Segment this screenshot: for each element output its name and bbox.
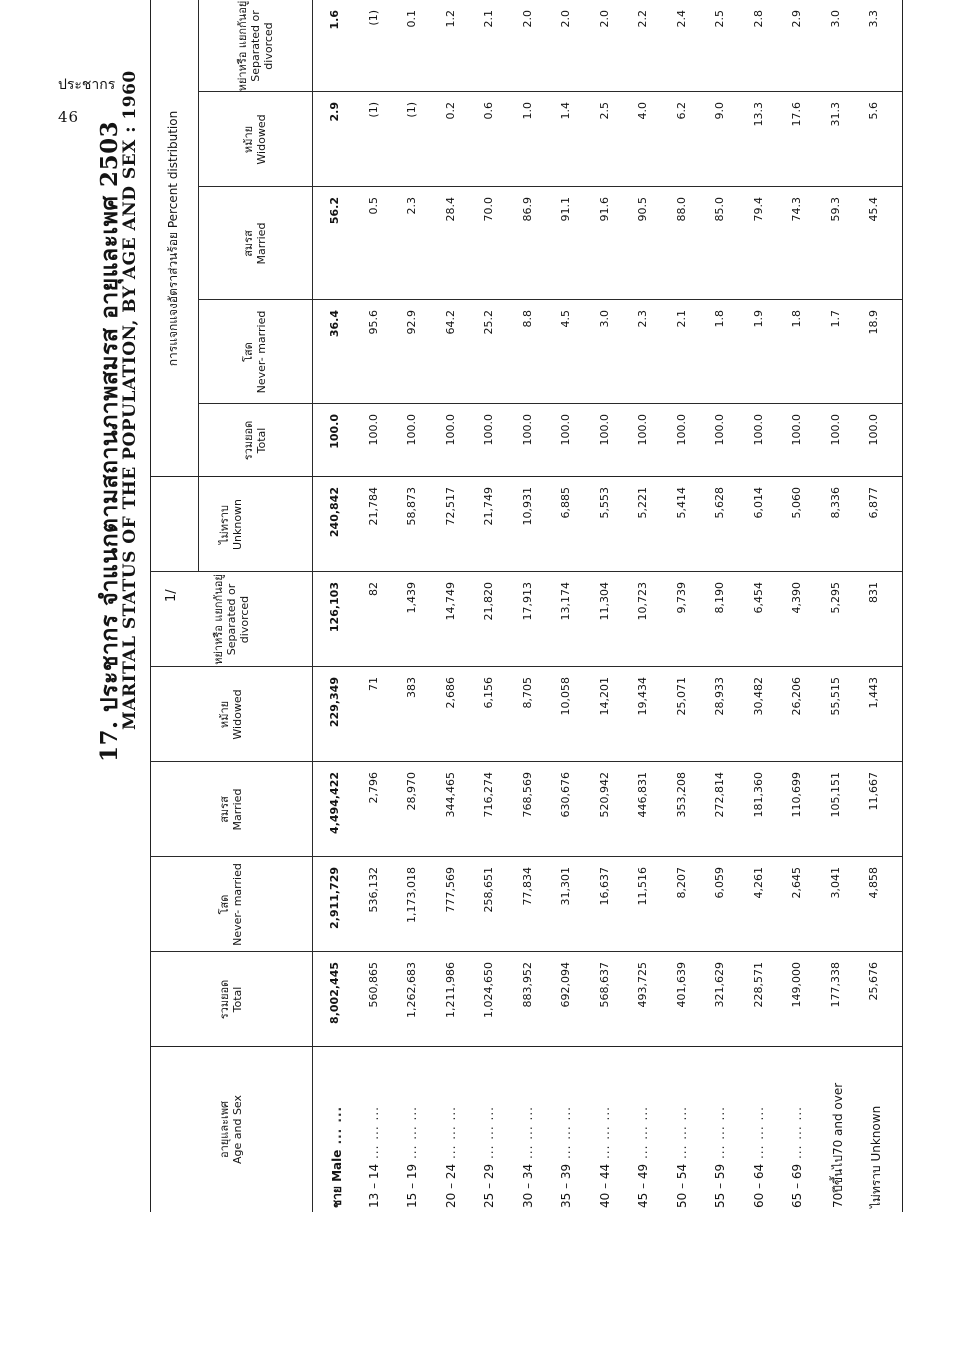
table-cell: 1,262,683 <box>405 962 418 1018</box>
table-cell: 79.4 <box>751 197 765 222</box>
table-cell: 4.0 <box>636 102 649 120</box>
column-header-en: Never- married <box>255 310 268 394</box>
column-header-th: รวมยอด <box>242 420 255 461</box>
row-label <box>598 1106 612 1208</box>
table-cell: 25.2 <box>482 310 495 335</box>
row-label-leader: ... ... ... <box>559 1106 573 1164</box>
row-label-leader: ... ... ... <box>597 1106 612 1164</box>
table-cell: 5,221 <box>636 487 649 519</box>
row-label-leader: ... ... ... <box>751 1106 766 1164</box>
row-label-leader: ... ... <box>330 1105 344 1150</box>
row-label-leader: ... ... ... <box>443 1106 458 1164</box>
table-cell: 883,952 <box>520 962 534 1008</box>
table-cell: 18.9 <box>867 310 880 335</box>
row-label <box>405 1106 419 1208</box>
table-title-en: MARITAL STATUS OF THE POPULATION, BY AGE AND SEX : 1960 <box>120 70 140 730</box>
row-label-leader: ... ... ... <box>366 1106 381 1164</box>
table-cell: 8,336 <box>828 487 842 519</box>
row-label-leader: ... ... ... <box>636 1106 650 1164</box>
row-label-leader: ... ... ... <box>713 1106 727 1164</box>
table-cell: 2.0 <box>559 10 572 28</box>
row-label <box>713 1106 727 1208</box>
table-cell: 272,814 <box>713 772 726 818</box>
table-cell: 77,834 <box>520 867 534 906</box>
column-header-1 <box>150 952 312 1047</box>
table-cell: 100.0 <box>443 414 457 446</box>
table-cell: 258,651 <box>482 867 495 913</box>
column-header-9 <box>198 187 312 300</box>
table-cell: 9.0 <box>713 102 726 120</box>
table-cell: 14,201 <box>597 677 611 716</box>
row-label <box>482 1106 496 1208</box>
table-cell: 3.0 <box>597 310 611 328</box>
table-cell: 1.8 <box>790 310 803 328</box>
table-cell: 2.2 <box>636 10 649 28</box>
table-cell: 0.5 <box>366 197 380 215</box>
table-cell: 4.5 <box>559 310 572 328</box>
table-cell: 831 <box>867 582 880 603</box>
column-header-th: สมรส <box>242 230 255 257</box>
column-header-en: Widowed <box>255 114 268 165</box>
table-cell: 31.3 <box>828 102 842 127</box>
table-cell: 11,667 <box>867 772 880 811</box>
row-label-text: 13 – 14 <box>366 1163 381 1208</box>
row-header-en: Age and Sex <box>231 1094 244 1165</box>
column-header-th: รวมยอด <box>218 979 231 1020</box>
table-cell: 493,725 <box>636 962 649 1008</box>
table-cell: 5,060 <box>790 487 803 519</box>
row-label-text: 55 – 59 <box>713 1163 727 1208</box>
row-label-leader: ... ... ... <box>405 1106 419 1164</box>
table-cell: 5,295 <box>828 582 842 614</box>
row-label-leader: ... ... ... <box>674 1106 689 1164</box>
table-cell: 446,831 <box>636 772 649 818</box>
table-cell: 1.0 <box>520 102 534 120</box>
table-cell: 21,784 <box>366 487 380 526</box>
column-header-th: สมรส <box>218 796 231 823</box>
table-cell: 1.2 <box>443 10 457 28</box>
table-cell: 9,739 <box>674 582 688 614</box>
table-cell: 240,842 <box>328 487 341 538</box>
row-label-text: 25 – 29 <box>482 1163 496 1208</box>
table-cell: 100.0 <box>597 414 611 446</box>
table-cell: 28.4 <box>443 197 457 222</box>
table-cell: 228,571 <box>751 962 765 1008</box>
table-cell: 16,637 <box>597 867 611 906</box>
table-cell: 100.0 <box>636 414 649 446</box>
table-cell: 100.0 <box>520 414 534 446</box>
row-label <box>367 1106 381 1208</box>
row-label <box>521 1106 535 1208</box>
column-header-7 <box>198 404 312 477</box>
column-header-en: Widowed <box>231 689 244 740</box>
column-header-3 <box>150 762 312 857</box>
table-cell: 100.0 <box>867 414 880 446</box>
table-cell: 6,454 <box>751 582 765 614</box>
table-cell: 2.5 <box>713 10 726 28</box>
table-cell: 1.9 <box>751 310 765 328</box>
table-cell: 85.0 <box>713 197 726 222</box>
column-header-en: Married <box>255 222 268 265</box>
table-cell: 1.8 <box>713 310 726 328</box>
table-cell: 2.9 <box>328 102 341 122</box>
table-cell: 1,439 <box>405 582 418 614</box>
row-header-th: อายุและเพศ <box>218 1101 231 1158</box>
table-cell: 6,014 <box>751 487 765 519</box>
table-cell: 45.4 <box>867 197 880 222</box>
table-cell: 630,676 <box>559 772 572 818</box>
table-cell: 777,569 <box>443 867 457 913</box>
table-cell: 1,173,018 <box>405 867 418 923</box>
table-cell: 100.0 <box>751 414 765 446</box>
table-cell: (1) <box>366 102 380 118</box>
column-header-en: Separated or divorced <box>248 10 275 82</box>
table-cell: 2,911,729 <box>328 867 341 929</box>
table-cell: 28,970 <box>405 772 418 811</box>
table-cell: 2.3 <box>636 310 649 328</box>
table-cell: 1,024,650 <box>482 962 495 1018</box>
table-cell: 2.1 <box>482 10 495 28</box>
table-cell: 2.5 <box>597 102 611 120</box>
table-cell: 5.6 <box>867 102 880 120</box>
table-cell: 321,629 <box>713 962 726 1008</box>
row-label-text: 40 – 44 <box>597 1163 612 1208</box>
table-cell: 100.0 <box>790 414 803 446</box>
column-header-en: Separated or divorced <box>224 583 251 656</box>
table-cell: 2,686 <box>443 677 457 709</box>
table-cell: 19,434 <box>636 677 649 716</box>
table-cell: 6,877 <box>867 487 880 519</box>
table-cell: 100.0 <box>405 414 418 446</box>
table-cell: 91.1 <box>559 197 572 222</box>
table-cell: 560,865 <box>366 962 380 1008</box>
footnote-mark: 1/ <box>164 589 179 602</box>
column-header-2 <box>150 857 312 952</box>
table-cell: 2.0 <box>520 10 534 28</box>
table-cell: 92.9 <box>405 310 418 335</box>
table-cell: 55,515 <box>828 677 842 716</box>
table-cell: 8,190 <box>713 582 726 614</box>
table-cell: 692,094 <box>559 962 572 1008</box>
table-cell: 71 <box>366 677 380 691</box>
row-label <box>636 1106 650 1208</box>
table-cell: 6,156 <box>482 677 495 709</box>
table-cell: 14,749 <box>443 582 457 621</box>
table-cell: 1,211,986 <box>443 962 457 1018</box>
table-cell: 3.3 <box>867 10 880 28</box>
table-cell: 100.0 <box>559 414 572 446</box>
table-cell: 1.4 <box>559 102 572 120</box>
table-cell: 0.2 <box>443 102 457 120</box>
table-cell: 21,820 <box>482 582 495 621</box>
table-cell: 520,942 <box>597 772 611 818</box>
table-cell: 13.3 <box>751 102 765 127</box>
table-cell: 31,301 <box>559 867 572 906</box>
row-label <box>444 1106 458 1208</box>
table-cell: 72,517 <box>443 487 457 526</box>
table-cell: 401,639 <box>674 962 688 1008</box>
table-cell: 100.0 <box>713 414 726 446</box>
column-header-4 <box>150 667 312 762</box>
row-label-text: ชาย Male <box>330 1149 344 1208</box>
row-label-leader: ... ... ... <box>790 1106 804 1164</box>
table-cell: 4,390 <box>790 582 803 614</box>
table-cell: 25,676 <box>867 962 880 1001</box>
table-cell: 568,637 <box>597 962 611 1008</box>
table-cell: 6,885 <box>559 487 572 519</box>
row-header-cell <box>150 1047 312 1212</box>
row-label-text: 50 – 54 <box>674 1163 689 1208</box>
table-cell: 0.6 <box>482 102 495 120</box>
table-cell: 10,723 <box>636 582 649 621</box>
table-cell: 58,873 <box>405 487 418 526</box>
table-cell: 8,002,445 <box>328 962 341 1024</box>
row-label-text: 20 – 24 <box>443 1163 458 1208</box>
table-cell: 17,913 <box>520 582 534 621</box>
table-cell: 28,933 <box>713 677 726 716</box>
table-cell: 95.6 <box>366 310 380 335</box>
table-cell: 383 <box>405 677 418 698</box>
table-cell: 100.0 <box>674 414 688 446</box>
table-cell: 21,749 <box>482 487 495 526</box>
column-header-en: Married <box>231 788 244 831</box>
table-cell: 17.6 <box>790 102 803 127</box>
table-cell: 181,360 <box>751 772 765 818</box>
table-cell: 88.0 <box>674 197 688 222</box>
column-header-10 <box>198 92 312 187</box>
row-label <box>328 1106 347 1208</box>
table-cell: 11,304 <box>597 582 611 621</box>
row-label <box>790 1106 804 1208</box>
table-cell: 8.8 <box>520 310 534 328</box>
column-header-th: หย่าหรือ แยกกันอยู่ <box>211 574 225 665</box>
row-label <box>675 1106 689 1208</box>
row-label <box>752 1106 766 1208</box>
table-cell: 74.3 <box>790 197 803 222</box>
table-header-rule <box>312 0 313 1212</box>
row-label-text: 60 – 64 <box>751 1163 766 1208</box>
table-cell: 2.8 <box>751 10 765 28</box>
table-cell: 25,071 <box>674 677 688 716</box>
table-cell: 105,151 <box>828 772 842 818</box>
table-cell: 126,103 <box>328 582 341 633</box>
row-label-leader: ... ... ... <box>520 1106 535 1164</box>
percent-distribution-label: การแจกแจงอัตราส่วนร้อย Percent distribution <box>166 110 180 367</box>
table-cell: 2.0 <box>597 10 611 28</box>
row-label-text: 35 – 39 <box>559 1163 573 1208</box>
table-cell: 8,207 <box>674 867 688 899</box>
column-header-th: โสด <box>242 342 255 362</box>
table-bottom-rule <box>902 0 903 1212</box>
table-cell: 90.5 <box>636 197 649 222</box>
table-cell: 82 <box>366 582 380 596</box>
header-section: ประชากร <box>58 77 116 93</box>
table-title-th: 17. ประชากร จำแนกตามสถานภาพสมรส อายุและเพศ 2503 <box>96 120 123 762</box>
column-header-5 <box>150 572 312 667</box>
table-cell: 5,553 <box>597 487 611 519</box>
table-cell: 10,931 <box>520 487 534 526</box>
table-cell: 5,414 <box>674 487 688 519</box>
table-cell: 70.0 <box>482 197 495 222</box>
table-cell: 5,628 <box>713 487 726 519</box>
table-cell: 2.4 <box>674 10 688 28</box>
table-cell: 56.2 <box>328 197 341 225</box>
table-cell: 2.9 <box>790 10 803 28</box>
table-cell: 3.0 <box>828 10 842 28</box>
table-cell: 36.4 <box>328 310 341 338</box>
table-cell: 4,858 <box>867 867 880 899</box>
row-label-text: 65 – 69 <box>790 1163 804 1208</box>
column-header-th: โสด <box>218 894 231 915</box>
table-cell: 13,174 <box>559 582 572 621</box>
table-cell: 353,208 <box>674 772 688 818</box>
column-header-en: Total <box>255 427 268 454</box>
table-cell: 100.0 <box>328 414 341 449</box>
table-cell: 2,796 <box>366 772 380 804</box>
table-cell: 6,059 <box>713 867 726 899</box>
column-header-th: หย่าหรือ แยกกันอยู่ <box>235 0 249 92</box>
row-label <box>829 1083 848 1208</box>
table-cell: 1,443 <box>867 677 880 709</box>
page-number: 46 <box>58 108 80 126</box>
table-cell: 10,058 <box>559 677 572 716</box>
table-cell: 536,132 <box>366 867 380 913</box>
table-cell: 229,349 <box>328 677 341 728</box>
table-cell: 110,699 <box>790 772 803 818</box>
row-label-text: 45 – 49 <box>636 1163 650 1208</box>
table-cell: 100.0 <box>828 414 842 446</box>
table-cell: 100.0 <box>482 414 495 446</box>
column-header-11 <box>198 0 312 92</box>
column-header-th: หม้าย <box>218 700 231 729</box>
table-cell: 64.2 <box>443 310 457 335</box>
table-cell: 4,494,422 <box>328 772 341 834</box>
row-label-text: ไม่ทราบ Unknown <box>869 1105 883 1208</box>
table-cell: 149,000 <box>790 962 803 1008</box>
row-label <box>867 1106 886 1208</box>
table-cell: (1) <box>405 102 418 118</box>
column-header-8 <box>198 300 312 404</box>
table-cell: 59.3 <box>828 197 842 222</box>
row-label <box>559 1106 573 1208</box>
table-cell: 2.1 <box>674 310 688 328</box>
column-header-en: Never- married <box>231 863 244 946</box>
table-cell: 1.6 <box>328 10 341 30</box>
table-cell: 4,261 <box>751 867 765 899</box>
table-cell: 26,206 <box>790 677 803 716</box>
table-cell: 0.1 <box>405 10 418 28</box>
row-label-text: 15 – 19 <box>405 1163 419 1208</box>
table-cell: 1.7 <box>828 310 842 328</box>
column-header-6 <box>150 477 312 572</box>
column-header-en: Unknown <box>231 498 244 551</box>
column-header-th: หม้าย <box>242 125 255 154</box>
table-cell: 30,482 <box>751 677 765 716</box>
table-cell: 91.6 <box>597 197 611 222</box>
row-label-text: 30 – 34 <box>520 1163 535 1208</box>
table-cell: 344,465 <box>443 772 457 818</box>
table-cell: 768,569 <box>520 772 534 818</box>
row-label-text: 70ปีขึ้นไป70 and over <box>830 1082 845 1208</box>
table-cell: 2.3 <box>405 197 418 215</box>
column-header-en: Total <box>231 986 244 1013</box>
table-cell: 6.2 <box>674 102 688 120</box>
table-cell: 11,516 <box>636 867 649 906</box>
table-cell: 3,041 <box>828 867 842 899</box>
table-cell: 8,705 <box>520 677 534 709</box>
column-header-th: ไม่ทราบ <box>218 504 231 545</box>
table-cell: 100.0 <box>366 414 380 446</box>
table-cell: 86.9 <box>520 197 534 222</box>
table-cell: 177,338 <box>828 962 842 1008</box>
row-label-leader: ... ... ... <box>482 1106 496 1164</box>
table-cell: 2,645 <box>790 867 803 899</box>
table-cell: 716,274 <box>482 772 495 818</box>
table-cell: (1) <box>366 10 380 26</box>
